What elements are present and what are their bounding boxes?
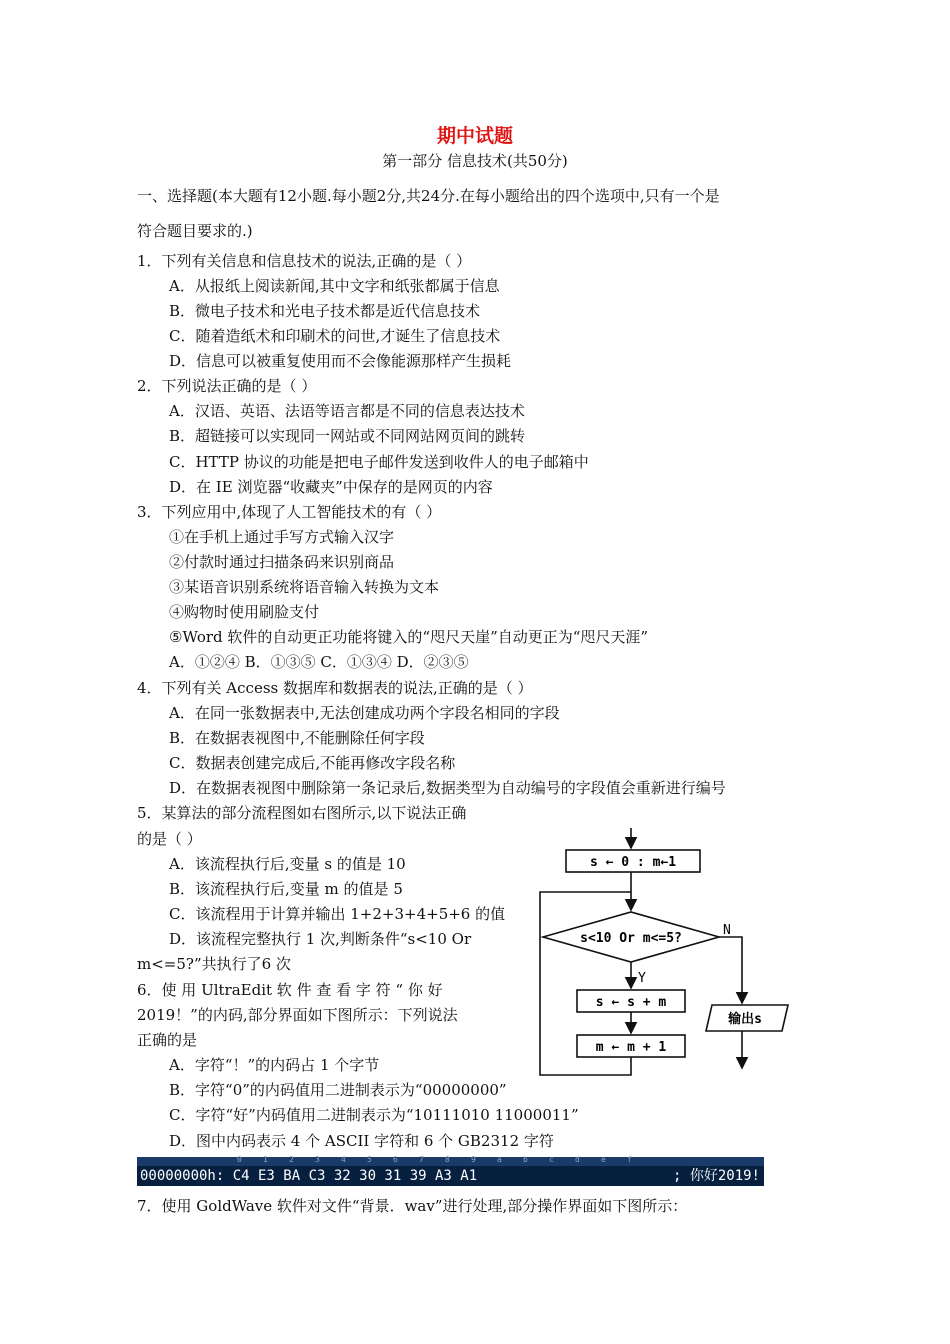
q5-option-c: C．该流程用于计算并输出 1+2+3+4+5+6 的值 [169,905,506,923]
flow-init-text: s ← 0 : m←1 [589,855,677,870]
q6-stem-line-3: 正确的是 [137,1031,198,1049]
q2-option-a: A．汉语、英语、法语等语言都是不同的信息表达技术 [169,402,525,420]
q6-option-d: D．图中内码表示 4 个 ASCII 字符和 6 个 GB2312 字符 [169,1132,554,1150]
hex-ruler-tick: 9 [471,1155,476,1164]
hex-ruler-tick: 7 [419,1155,424,1164]
q2-option-b: B．超链接可以实现同一网站或不同网站网页间的跳转 [169,427,526,445]
q6-stem-line-2: 2019！”的内码,部分界面如下图所示：下列说法 [137,1006,458,1024]
q1-option-c: C．随着造纸术和印刷术的问世,才诞生了信息技术 [169,327,501,345]
hex-ruler-tick: 0 [237,1155,242,1164]
hex-ruler-tick: b [523,1155,528,1164]
q2-stem: 2．下列说法正确的是（ ） [137,377,317,395]
flow-step2-text: m ← m + 1 [595,1040,667,1055]
hex-ruler-tick: 2 [289,1155,294,1164]
hex-ruler-tick: d [575,1155,580,1164]
instructions-line-2: 符合题目要求的.) [137,222,253,240]
hex-ruler-tick: f [627,1155,632,1164]
q3-item-1: ①在手机上通过手写方式输入汉字 [169,528,395,546]
q5-stem-line-2: 的是（ ） [137,830,202,848]
q5-option-d-line-1: D．该流程完整执行 1 次,判断条件“s<10 Or [169,930,472,948]
q4-stem: 4．下列有关 Access 数据库和数据表的说法,正确的是（ ） [137,679,533,697]
q6-stem-line-1: 6．使 用 UltraEdit 软 件 查 看 字 符 “ 你 好 [137,981,443,999]
q4-option-c: C．数据表创建完成后,不能再修改字段名称 [169,754,456,772]
q1-option-b: B．微电子技术和光电子技术都是近代信息技术 [169,302,481,320]
flow-yes-label: Y [638,971,646,986]
q2-option-d: D．在 IE 浏览器“收藏夹”中保存的是网页的内容 [169,478,493,496]
q5-option-b: B．该流程执行后,变量 m 的值是 5 [169,880,403,898]
q4-option-d: D．在数据表视图中删除第一条记录后,数据类型为自动编号的字段值会重新进行编号 [169,779,726,797]
q3-stem: 3．下列应用中,体现了人工智能技术的有（ ） [137,503,442,521]
q3-options: A．①②④ B．①③⑤ C．①③④ D．②③⑤ [169,653,469,671]
flow-condition-text: s<10 Or m<=5? [580,931,682,946]
hex-bytes-line: 00000000h: C4 E3 BA C3 32 30 31 39 A3 A1 [140,1168,478,1184]
hex-ruler-tick: 1 [263,1155,268,1164]
hex-ruler [137,1157,764,1166]
hex-ruler-tick: c [549,1155,554,1164]
page-title: 期中试题 [436,125,513,147]
hex-ruler-tick: 4 [341,1155,346,1164]
q1-option-a: A．从报纸上阅读新闻,其中文字和纸张都属于信息 [169,277,500,295]
q3-item-4: ④购物时使用刷脸支付 [169,603,320,621]
q1-option-d: D．信息可以被重复使用而不会像能源那样产生损耗 [169,352,512,370]
hex-ruler-tick: 6 [393,1155,398,1164]
instructions-line-1: 一、选择题(本大题有12小题.每小题2分,共24分.在每小题给出的四个选项中,只有一个是 [137,187,720,205]
hex-ruler-tick: 3 [315,1155,320,1164]
hex-ruler-tick: 8 [445,1155,450,1164]
hex-ruler-tick: e [601,1155,606,1164]
hex-ruler-tick: 5 [367,1155,372,1164]
flow-arrow-no [719,937,742,1003]
q1-stem: 1．下列有关信息和信息技术的说法,正确的是（ ） [137,252,472,270]
q4-option-a: A．在同一张数据表中,无法创建成功两个字段名相同的字段 [169,704,560,722]
q5-stem-line-1: 5．某算法的部分流程图如右图所示,以下说法正确 [137,804,467,822]
q5-option-a: A．该流程执行后,变量 s 的值是 10 [169,855,406,873]
q7-stem: 7．使用 GoldWave 软件对文件“背景．wav”进行处理,部分操作界面如下图所示： [137,1197,688,1215]
hex-viewer [137,1157,764,1186]
q6-option-a: A．字符“！”的内码占 1 个字节 [169,1056,380,1074]
q2-option-c: C．HTTP 协议的功能是把电子邮件发送到收件人的电子邮箱中 [169,453,589,471]
q6-option-b: B．字符“0”的内码值用二进制表示为“00000000” [169,1081,507,1099]
flow-no-label: N [723,923,731,938]
flowchart-diagram [530,826,790,1076]
q3-item-5: ⑤Word 软件的自动更正功能将键入的“咫尺天崖”自动更正为“咫尺天涯” [169,628,649,646]
q6-option-c: C．字符“好”内码值用二进制表示为“10111010 11000011” [169,1106,579,1124]
flow-step1-text: s ← s + m [595,995,667,1010]
section-subtitle: 第一部分 信息技术(共50分) [382,152,568,170]
q3-item-3: ③某语音识别系统将语音输入转换为文本 [169,578,440,596]
q4-option-b: B．在数据表视图中,不能删除任何字段 [169,729,425,747]
hex-ascii-text: ; 你好2019! [672,1168,760,1184]
q3-item-2: ②付款时通过扫描条码来识别商品 [169,553,395,571]
q5-option-d-line-2: m<=5?”共执行了6 次 [137,955,291,973]
hex-ruler-tick: a [497,1155,502,1164]
flow-output-text: 输出s [728,1012,762,1027]
